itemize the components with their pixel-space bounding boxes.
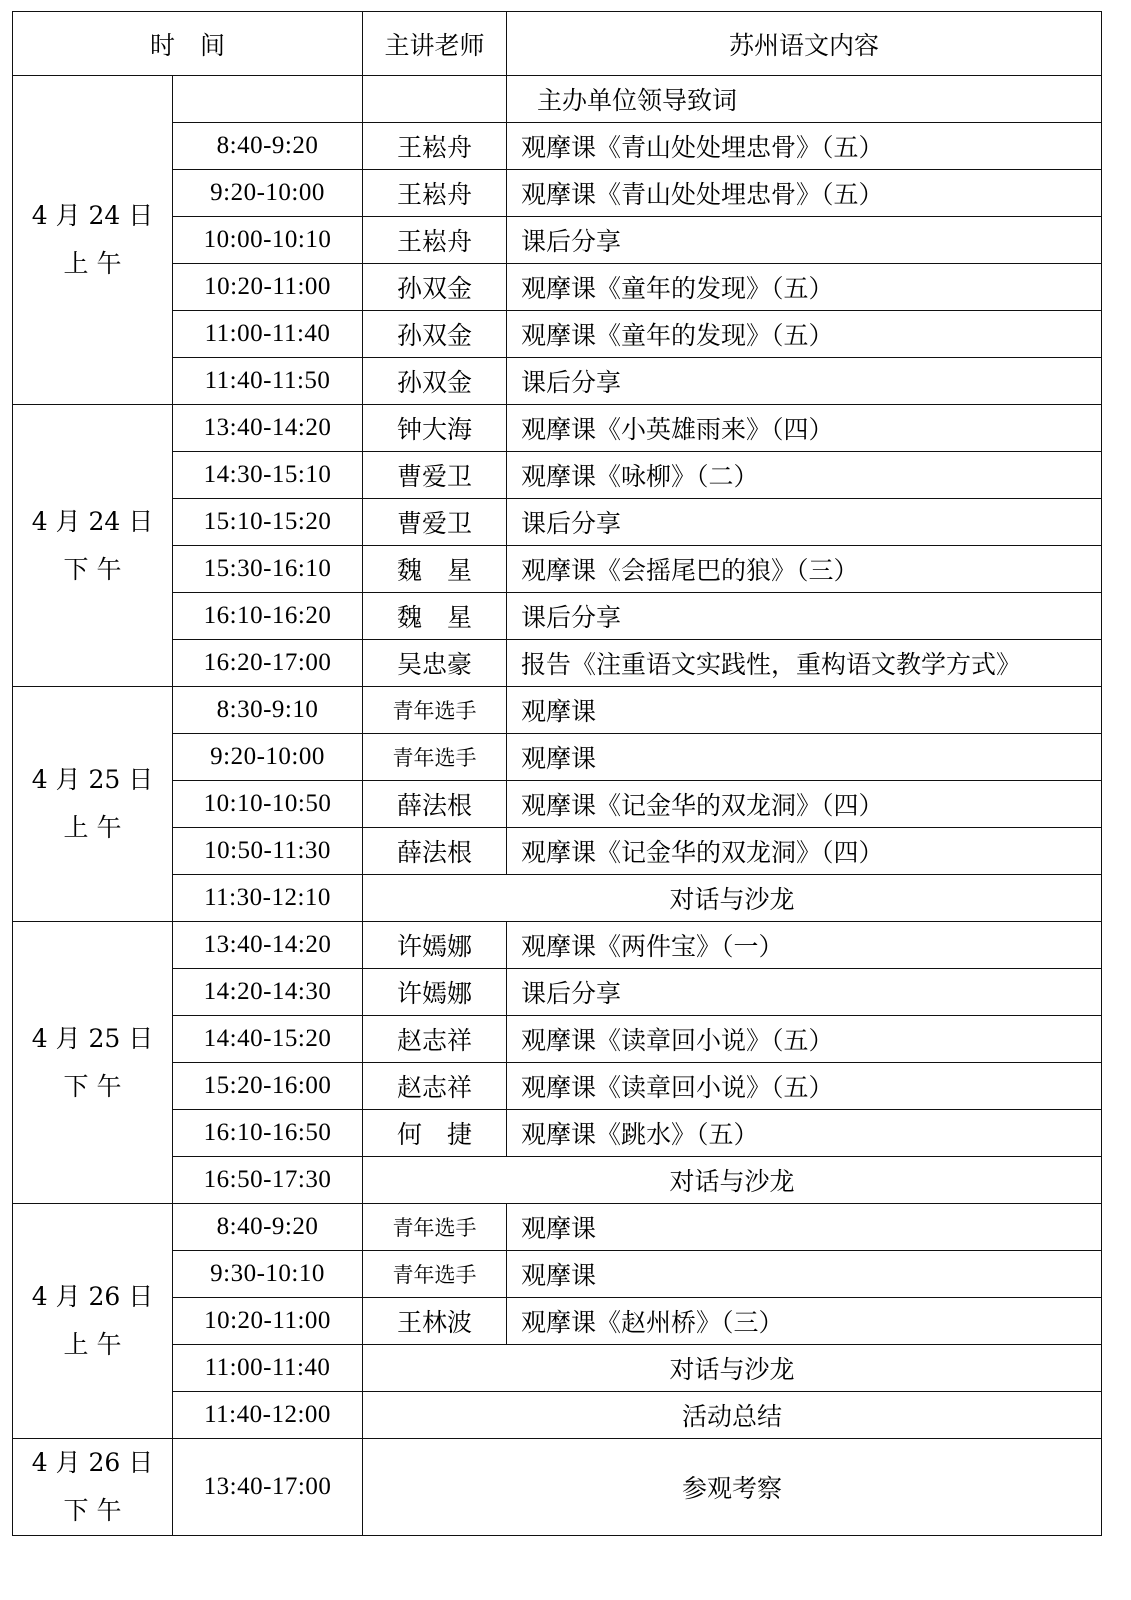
teacher-cell: 薛法根 [363, 781, 507, 828]
table-row [13, 1251, 1102, 1298]
time-cell: 10:50-11:30 [173, 828, 363, 875]
teacher-cell: 孙双金 [363, 358, 507, 405]
content-cell: 观摩课 [507, 1204, 1102, 1251]
time-cell: 9:30-10:10 [173, 1251, 363, 1298]
date-cell [13, 687, 173, 922]
table-row [13, 217, 1102, 264]
time-cell: 10:10-10:50 [173, 781, 363, 828]
table-row [13, 969, 1102, 1016]
content-cell: 课后分享 [507, 593, 1102, 640]
time-cell: 15:10-15:20 [173, 499, 363, 546]
time-cell: 14:30-15:10 [173, 452, 363, 499]
teacher-cell: 青年选手 [363, 1204, 507, 1251]
table-row [13, 311, 1102, 358]
content-cell: 观摩课《两件宝》（一） [507, 922, 1102, 969]
date-cell [13, 405, 173, 687]
period-label: 上 午 [63, 813, 122, 842]
period-label: 下 午 [63, 1496, 122, 1525]
content-cell: 课后分享 [507, 217, 1102, 264]
time-cell: 9:20-10:00 [173, 170, 363, 217]
table-row [13, 264, 1102, 311]
teacher-cell: 青年选手 [363, 734, 507, 781]
time-cell: 11:00-11:40 [173, 1345, 363, 1392]
table-row [13, 1110, 1102, 1157]
content-cell: 观摩课 [507, 734, 1102, 781]
schedule-body [13, 76, 1102, 1536]
table-row [13, 640, 1102, 687]
time-cell: 8:40-9:20 [173, 1204, 363, 1251]
date-cell [13, 1439, 173, 1536]
period-label: 下 午 [63, 1071, 122, 1101]
time-cell: 16:50-17:30 [173, 1157, 363, 1204]
period-label: 下 午 [63, 554, 122, 584]
table-row [13, 170, 1102, 217]
table-row [13, 593, 1102, 640]
table-row [13, 734, 1102, 781]
content-cell: 观摩课《跳水》（五） [507, 1110, 1102, 1157]
teacher-cell: 曹爱卫 [363, 499, 507, 546]
teacher-cell: 魏 星 [363, 593, 507, 640]
time-cell [173, 76, 363, 123]
content-cell: 观摩课《小英雄雨来》（四） [507, 405, 1102, 452]
content-cell: 课后分享 [507, 969, 1102, 1016]
table-row [13, 358, 1102, 405]
time-cell: 15:20-16:00 [173, 1063, 363, 1110]
time-cell: 15:30-16:10 [173, 546, 363, 593]
teacher-cell: 王林波 [363, 1298, 507, 1345]
merged-activity-cell: 对话与沙龙 [363, 1157, 1102, 1204]
table-row [13, 1345, 1102, 1392]
schedule-table [12, 11, 1102, 1536]
time-cell: 11:40-12:00 [173, 1392, 363, 1439]
time-cell: 10:00-10:10 [173, 217, 363, 264]
time-cell: 8:30-9:10 [173, 687, 363, 734]
teacher-cell: 薛法根 [363, 828, 507, 875]
time-cell: 16:20-17:00 [173, 640, 363, 687]
teacher-cell: 许嫣娜 [363, 969, 507, 1016]
table-row [13, 1298, 1102, 1345]
time-cell: 8:40-9:20 [173, 123, 363, 170]
date-label: 4 月 26 日 [31, 1448, 154, 1477]
date-label: 4 月 24 日 [31, 506, 154, 536]
content-cell: 观摩课《会摇尾巴的狼》（三） [507, 546, 1102, 593]
table-row [13, 1439, 1102, 1536]
content-cell: 观摩课 [507, 1251, 1102, 1298]
time-cell: 14:20-14:30 [173, 969, 363, 1016]
teacher-cell: 孙双金 [363, 264, 507, 311]
teacher-cell: 魏 星 [363, 546, 507, 593]
header-time: 时 间 [13, 12, 363, 76]
content-cell: 观摩课《读章回小说》（五） [507, 1016, 1102, 1063]
teacher-cell: 赵志祥 [363, 1063, 507, 1110]
content-cell: 观摩课 [507, 687, 1102, 734]
merged-activity-cell: 活动总结 [363, 1392, 1102, 1439]
content-cell: 报告《注重语文实践性，重构语文教学方式》 [507, 640, 1102, 687]
teacher-cell: 王崧舟 [363, 123, 507, 170]
time-cell: 9:20-10:00 [173, 734, 363, 781]
merged-activity-cell: 参观考察 [363, 1439, 1102, 1536]
content-cell: 课后分享 [507, 499, 1102, 546]
teacher-cell: 青年选手 [363, 1251, 507, 1298]
content-cell: 观摩课《记金华的双龙洞》（四） [507, 781, 1102, 828]
header-teacher: 主讲老师 [363, 12, 507, 76]
table-row [13, 1063, 1102, 1110]
header-content: 苏州语文内容 [507, 12, 1102, 76]
content-cell: 观摩课《青山处处埋忠骨》（五） [507, 170, 1102, 217]
table-row [13, 1392, 1102, 1439]
teacher-cell: 赵志祥 [363, 1016, 507, 1063]
time-cell: 11:00-11:40 [173, 311, 363, 358]
time-cell: 13:40-17:00 [173, 1439, 363, 1536]
table-row [13, 546, 1102, 593]
table-row [13, 499, 1102, 546]
teacher-cell: 王崧舟 [363, 170, 507, 217]
time-cell: 10:20-11:00 [173, 1298, 363, 1345]
table-row [13, 828, 1102, 875]
teacher-cell: 王崧舟 [363, 217, 507, 264]
time-cell: 10:20-11:00 [173, 264, 363, 311]
date-label: 4 月 26 日 [31, 1282, 154, 1311]
header-row [13, 12, 1102, 76]
merged-activity-cell: 对话与沙龙 [363, 1345, 1102, 1392]
teacher-cell: 吴忠豪 [363, 640, 507, 687]
date-label: 4 月 25 日 [31, 1023, 154, 1053]
content-cell: 观摩课《读章回小说》（五） [507, 1063, 1102, 1110]
date-cell [13, 1204, 173, 1439]
time-cell: 13:40-14:20 [173, 405, 363, 452]
content-cell: 观摩课《咏柳》（二） [507, 452, 1102, 499]
table-row [13, 76, 1102, 123]
table-row [13, 875, 1102, 922]
date-label: 4 月 24 日 [31, 201, 154, 230]
date-label: 4 月 25 日 [31, 765, 154, 794]
content-cell: 观摩课《童年的发现》（五） [507, 311, 1102, 358]
table-row [13, 781, 1102, 828]
teacher-cell: 许嫣娜 [363, 922, 507, 969]
content-cell: 观摩课《青山处处埋忠骨》（五） [507, 123, 1102, 170]
table-row [13, 452, 1102, 499]
time-cell: 11:30-12:10 [173, 875, 363, 922]
time-cell: 16:10-16:50 [173, 1110, 363, 1157]
content-cell: 观摩课《记金华的双龙洞》（四） [507, 828, 1102, 875]
teacher-cell: 孙双金 [363, 311, 507, 358]
date-cell [13, 922, 173, 1204]
period-label: 上 午 [63, 1330, 122, 1359]
date-cell [13, 76, 173, 405]
content-cell: 观摩课《童年的发现》（五） [507, 264, 1102, 311]
table-row [13, 1204, 1102, 1251]
opening-remarks: 主办单位领导致词 [507, 76, 1102, 123]
teacher-cell [363, 76, 507, 123]
teacher-cell: 钟大海 [363, 405, 507, 452]
teacher-cell: 青年选手 [363, 687, 507, 734]
time-cell: 14:40-15:20 [173, 1016, 363, 1063]
content-cell: 观摩课《赵州桥》（三） [507, 1298, 1102, 1345]
merged-activity-cell: 对话与沙龙 [363, 875, 1102, 922]
table-row [13, 123, 1102, 170]
time-cell: 11:40-11:50 [173, 358, 363, 405]
time-cell: 16:10-16:20 [173, 593, 363, 640]
time-cell: 13:40-14:20 [173, 922, 363, 969]
content-cell: 课后分享 [507, 358, 1102, 405]
period-label: 上 午 [63, 249, 122, 278]
table-row [13, 1157, 1102, 1204]
teacher-cell: 何 捷 [363, 1110, 507, 1157]
table-row [13, 405, 1102, 452]
table-row [13, 1016, 1102, 1063]
table-row [13, 922, 1102, 969]
table-row [13, 687, 1102, 734]
teacher-cell: 曹爱卫 [363, 452, 507, 499]
